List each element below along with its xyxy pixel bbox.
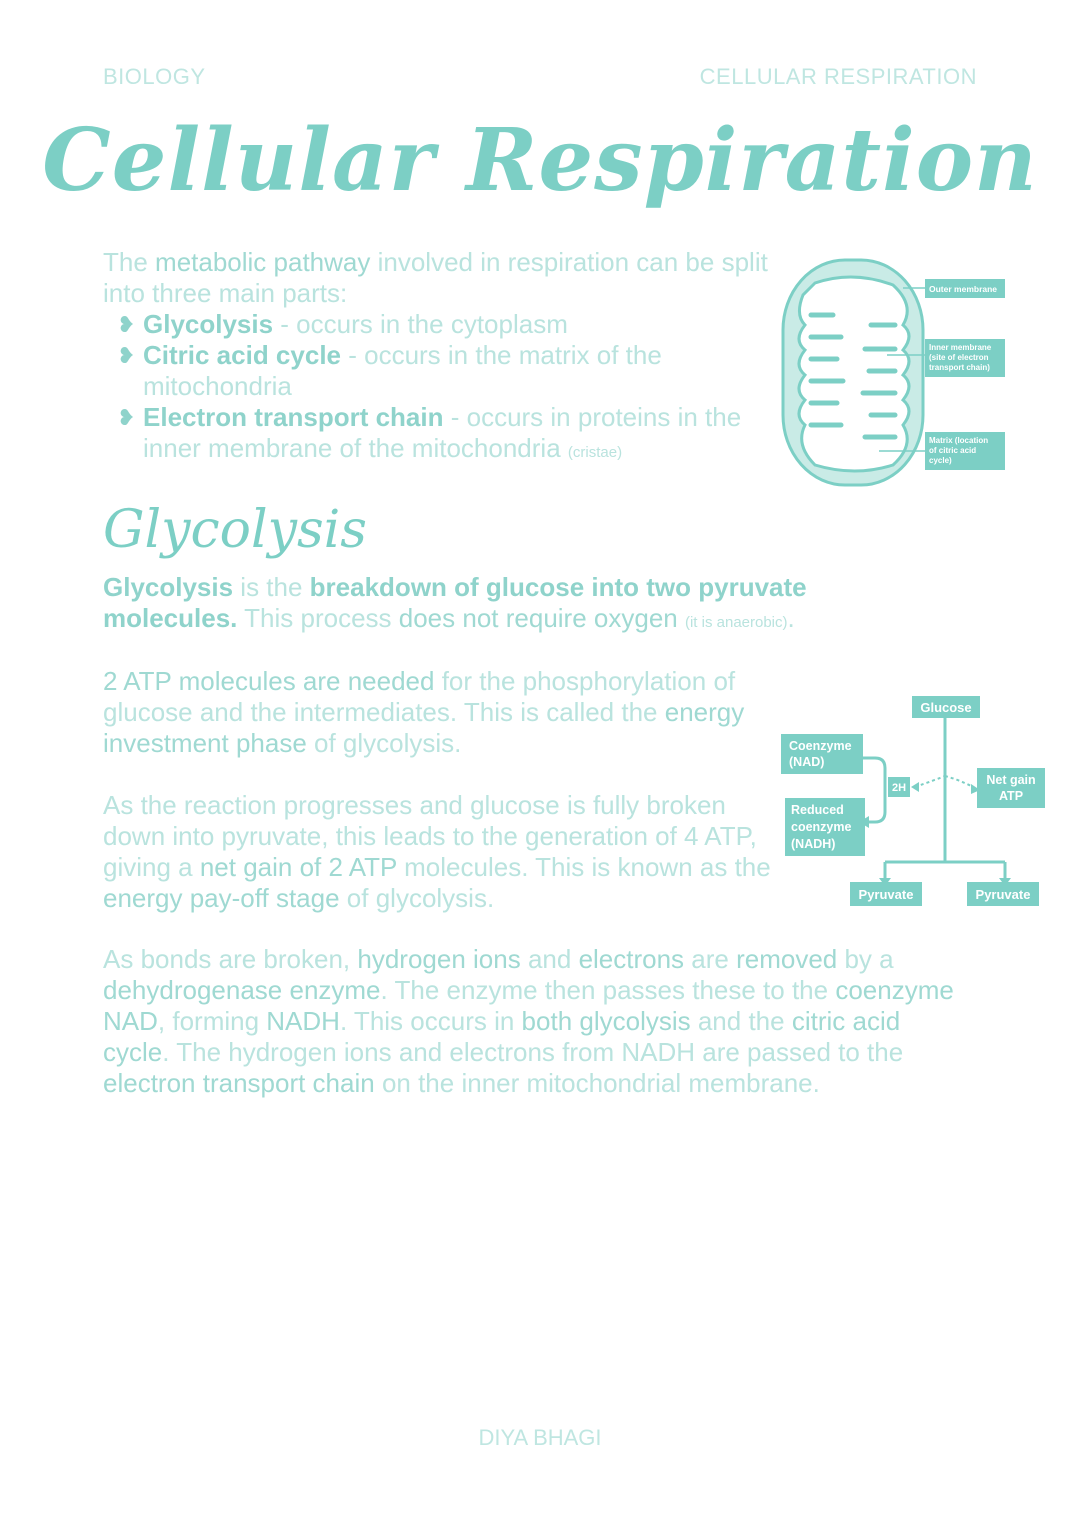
text-keyword: 2 ATP molecules are needed — [103, 666, 435, 696]
text-keyword: does not require oxygen — [398, 603, 678, 633]
list-item-text: - occurs in the cytoplasm — [273, 309, 568, 339]
arrow-bullet-icon: ❥ — [117, 343, 136, 368]
text: of glycolysis. — [306, 728, 462, 758]
text: on the inner mitochondrial membrane. — [374, 1068, 820, 1098]
text: , forming — [157, 1006, 267, 1036]
glycolysis-flow-diagram — [775, 690, 1055, 920]
text-keyword: hydrogen ions — [357, 944, 521, 974]
matrix-label: Matrix (location — [929, 436, 989, 445]
text: . The enzyme then passes these to the — [380, 975, 836, 1005]
pyruvate-left-label: Pyruvate — [858, 887, 914, 902]
arrow-bullet-icon: ❥ — [117, 312, 136, 337]
text-bold: breakdown of glucose into two pyruvate molecules. — [103, 572, 807, 633]
text: by a — [837, 944, 894, 974]
text: As bonds are broken, — [103, 944, 358, 974]
page-title: Cellular Respiration — [42, 110, 1038, 211]
header-topic: CELLULAR RESPIRATION — [699, 64, 977, 89]
net-gain-label: ATP — [998, 789, 1024, 803]
coenzyme-paragraph — [103, 944, 963, 1099]
intro-paragraph — [103, 247, 773, 468]
text: . This occurs in — [339, 1006, 522, 1036]
stages-list — [103, 309, 773, 468]
text: . The hydrogen ions and electrons from NADH are passed to the — [162, 1037, 904, 1067]
pyruvate-right-label: Pyruvate — [975, 887, 1031, 902]
author-footer: DIYA BHAGI — [478, 1425, 602, 1450]
intro-text: involved in respiration can be split into three main parts: — [103, 247, 768, 308]
text-bold: Glycolysis — [103, 572, 234, 602]
list-item-text: - occurs in the matrix of the mitochondria — [143, 340, 662, 401]
text-keyword: net gain of 2 ATP — [199, 852, 397, 882]
text-keyword: energy investment phase — [103, 697, 745, 758]
text-keyword: NADH — [266, 1006, 340, 1036]
reduced-coenzyme-label: (NADH) — [791, 837, 836, 851]
inner-membrane-label: transport chain) — [929, 363, 990, 372]
text-keyword: removed — [736, 944, 838, 974]
text-keyword: electrons — [578, 944, 685, 974]
header-subject: BIOLOGY — [103, 64, 206, 89]
list-item-note: (cristae) — [567, 444, 623, 461]
text-keyword: electron transport chain — [103, 1068, 375, 1098]
text-note: (it is anaerobic) — [684, 614, 788, 631]
text — [678, 603, 685, 633]
hydrogen-label: 2H — [891, 782, 907, 794]
text: molecules. This is known as the — [396, 852, 771, 882]
matrix-label: cycle) — [929, 456, 952, 465]
text-keyword: citric acid cycle — [103, 1006, 901, 1067]
list-item-bold: Glycolysis — [143, 309, 274, 339]
text: and — [520, 944, 579, 974]
list-item — [117, 402, 773, 468]
text: of glycolysis. — [339, 883, 495, 913]
list-item-bold: Electron transport chain — [143, 402, 444, 432]
reduced-coenzyme-label: coenzyme — [791, 820, 852, 834]
text-keyword: energy pay-off stage — [103, 883, 340, 913]
net-gain-label: Net gain — [986, 773, 1036, 787]
inner-membrane-label: Inner membrane — [929, 343, 992, 352]
text-keyword: dehydrogenase enzyme — [103, 975, 381, 1005]
intro-keyword: metabolic pathway — [155, 247, 371, 277]
section-title: Glycolysis — [103, 500, 367, 560]
glycolysis-definition — [103, 572, 903, 638]
text: for the phosphorylation of glucose and the intermediates. This is called the — [103, 666, 736, 727]
payoff-paragraph — [103, 790, 773, 914]
text: and the — [690, 1006, 792, 1036]
list-item — [117, 340, 773, 402]
coenzyme-label: Coenzyme — [789, 739, 852, 753]
text: This process — [237, 603, 399, 633]
mitochondrion-diagram — [775, 255, 1015, 495]
list-item-bold: Citric acid cycle — [143, 340, 341, 370]
text: are — [684, 944, 737, 974]
text-keyword: both glycolysis — [521, 1006, 691, 1036]
reduced-coenzyme-label: Reduced — [791, 803, 844, 817]
arrow-bullet-icon: ❥ — [117, 405, 136, 430]
investment-paragraph — [103, 666, 763, 759]
intro-text: The — [103, 247, 156, 277]
list-item — [117, 309, 773, 340]
text: As the reaction progresses and glucose is fully broken down into pyruvate, this leads to the generation of 4 ATP, giving a — [103, 790, 757, 882]
text: . — [787, 603, 795, 633]
inner-membrane-label: (site of electron — [929, 353, 989, 362]
matrix-label: of citric acid — [929, 446, 977, 455]
glucose-label: Glucose — [920, 700, 972, 715]
coenzyme-label: (NAD) — [789, 755, 825, 769]
text-keyword: coenzyme NAD — [103, 975, 954, 1036]
outer-membrane-label: Outer membrane — [929, 284, 998, 294]
list-item-text: - occurs in proteins in the inner membrane of the mitochondria — [143, 402, 742, 463]
text: is the — [233, 572, 310, 602]
